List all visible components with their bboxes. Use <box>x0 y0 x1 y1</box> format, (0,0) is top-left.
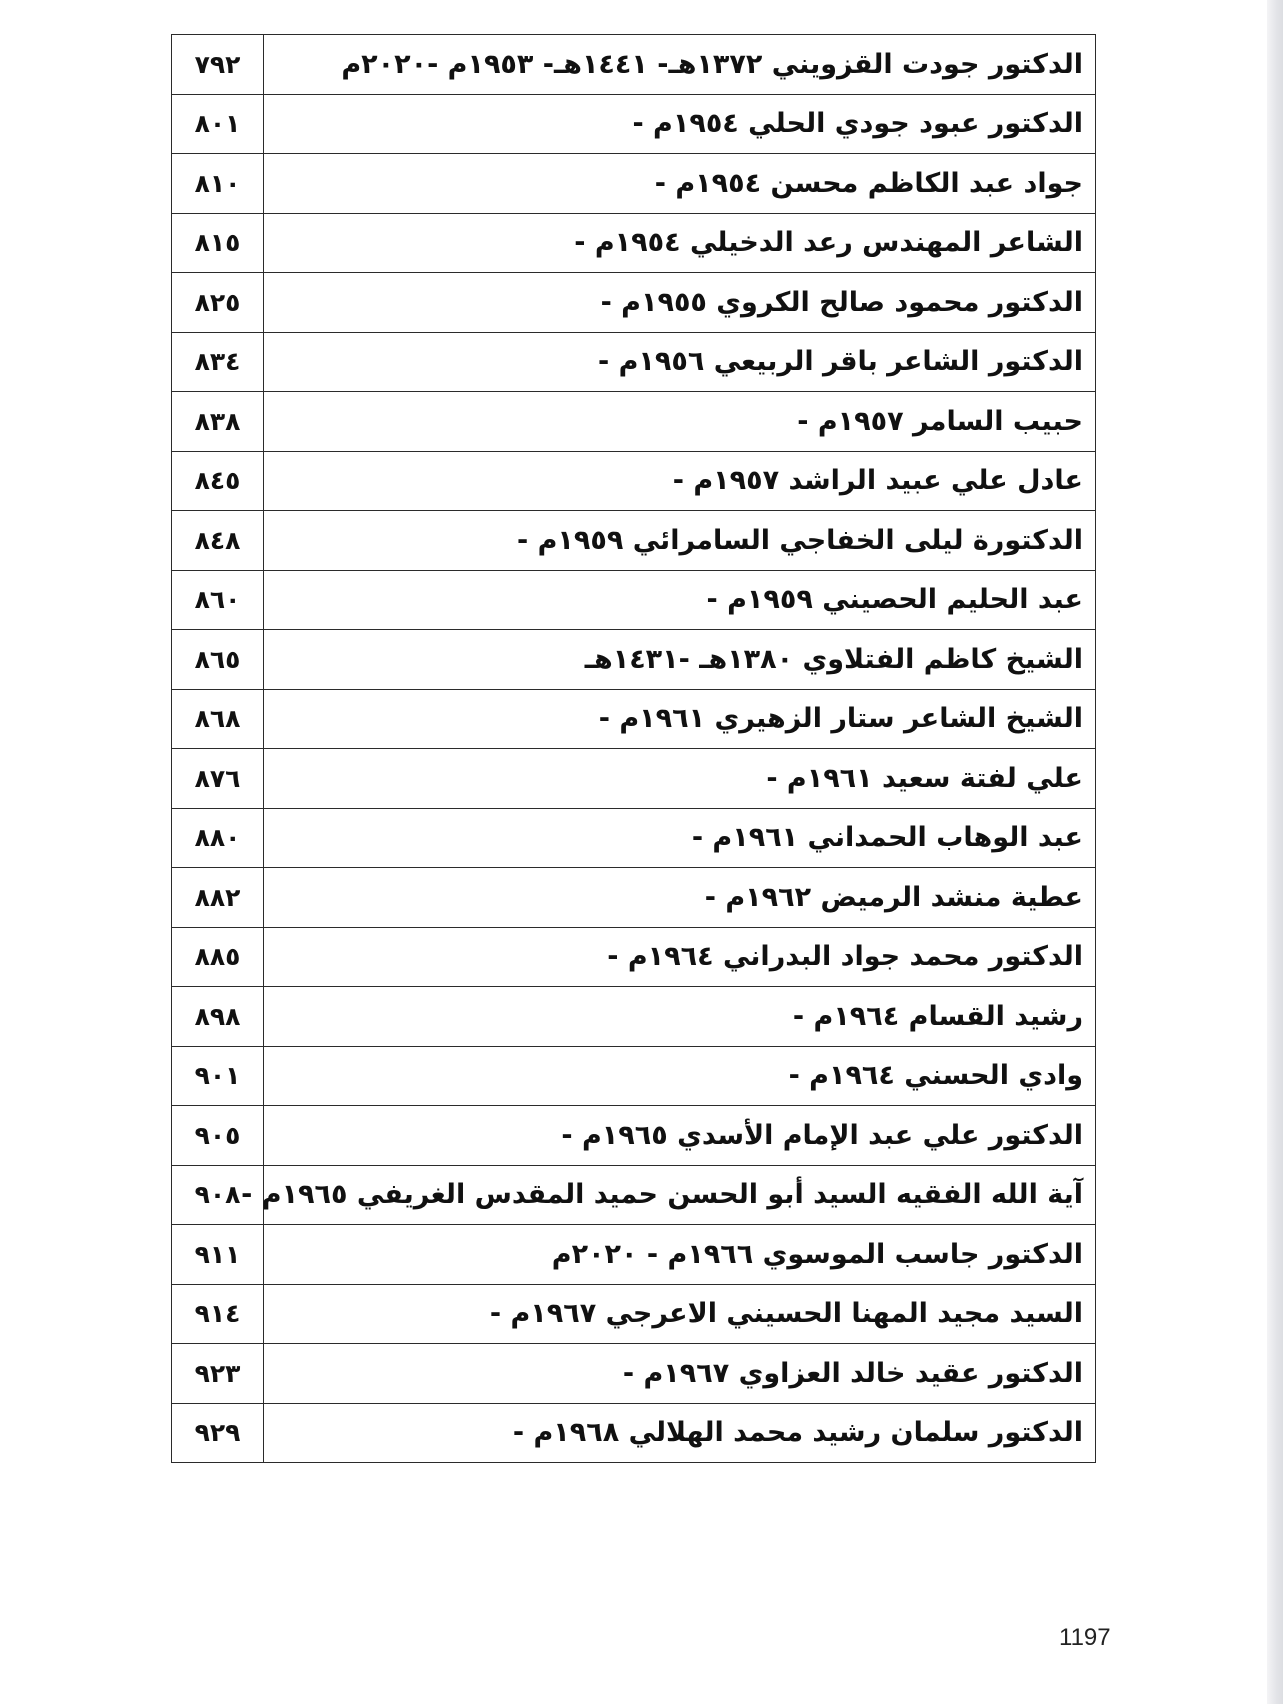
table-row <box>172 451 1096 511</box>
entry-name: الدكتور عبود جودي الحلي ١٩٥٤م - <box>264 94 1096 154</box>
table-row <box>172 1344 1096 1404</box>
entry-name: عطية منشد الرميض ١٩٦٢م - <box>264 868 1096 928</box>
entry-name: الشاعر المهندس رعد الدخيلي ١٩٥٤م - <box>264 213 1096 273</box>
entry-name: حبيب السامر ١٩٥٧م - <box>264 392 1096 452</box>
entry-page-number: ٨٨٥ <box>172 927 264 987</box>
table-row <box>172 630 1096 690</box>
entry-name: جواد عبد الكاظم محسن ١٩٥٤م - <box>264 154 1096 214</box>
table-row <box>172 1284 1096 1344</box>
table-row <box>172 808 1096 868</box>
entry-page-number: ٨٤٥ <box>172 451 264 511</box>
table-row <box>172 1403 1096 1463</box>
entry-page-number: ٨١٠ <box>172 154 264 214</box>
entry-page-number: ٨٢٥ <box>172 273 264 333</box>
table-row <box>172 511 1096 571</box>
entry-page-number: ٩٠٥ <box>172 1106 264 1166</box>
table-row <box>172 749 1096 809</box>
entry-name: الدكتور محمود صالح الكروي ١٩٥٥م - <box>264 273 1096 333</box>
page-number: 1197 <box>1059 1624 1111 1651</box>
entry-page-number: ٧٩٢ <box>172 35 264 95</box>
table-row <box>172 1106 1096 1166</box>
table-row <box>172 154 1096 214</box>
entry-name: رشيد القسام ١٩٦٤م - <box>264 987 1096 1047</box>
entry-page-number: ٩٠١ <box>172 1046 264 1106</box>
entry-name: الدكتور محمد جواد البدراني ١٩٦٤م - <box>264 927 1096 987</box>
entry-page-number: ٨٦٨ <box>172 689 264 749</box>
table-row <box>172 213 1096 273</box>
entry-page-number: ٩٢٣ <box>172 1344 264 1404</box>
entry-name: الشيخ كاظم الفتلاوي ١٣٨٠هـ -١٤٣١هـ <box>264 630 1096 690</box>
table-row <box>172 927 1096 987</box>
entry-page-number: ٨١٥ <box>172 213 264 273</box>
entry-page-number: ٨٧٦ <box>172 749 264 809</box>
entry-name: الشيخ الشاعر ستار الزهيري ١٩٦١م - <box>264 689 1096 749</box>
entry-name: الدكتور علي عبد الإمام الأسدي ١٩٦٥م - <box>264 1106 1096 1166</box>
table-row <box>172 1225 1096 1285</box>
page-edge-shadow <box>1267 0 1283 1704</box>
entry-page-number: ٨٣٤ <box>172 332 264 392</box>
entry-name: عادل علي عبيد الراشد ١٩٥٧م - <box>264 451 1096 511</box>
entry-page-number: ٨٦٥ <box>172 630 264 690</box>
table-row <box>172 35 1096 95</box>
entry-name: عبد الوهاب الحمداني ١٩٦١م - <box>264 808 1096 868</box>
entry-name: وادي الحسني ١٩٦٤م - <box>264 1046 1096 1106</box>
table-row <box>172 332 1096 392</box>
entry-page-number: ٩٢٩ <box>172 1403 264 1463</box>
entry-name: الدكتور الشاعر باقر الربيعي ١٩٥٦م - <box>264 332 1096 392</box>
table-row <box>172 570 1096 630</box>
table-row <box>172 392 1096 452</box>
entry-name: عبد الحليم الحصيني ١٩٥٩م - <box>264 570 1096 630</box>
entry-page-number: ٩١١ <box>172 1225 264 1285</box>
entry-name: السيد مجيد المهنا الحسيني الاعرجي ١٩٦٧م - <box>264 1284 1096 1344</box>
entry-page-number: ٨٨٠ <box>172 808 264 868</box>
table-row <box>172 94 1096 154</box>
entry-page-number: ٩٠٨ <box>172 1165 264 1225</box>
entry-page-number: ٨٣٨ <box>172 392 264 452</box>
entry-page-number: ٨٩٨ <box>172 987 264 1047</box>
table-row <box>172 1165 1096 1225</box>
table-row <box>172 689 1096 749</box>
entry-name: علي لفتة سعيد ١٩٦١م - <box>264 749 1096 809</box>
entry-page-number: ٨٠١ <box>172 94 264 154</box>
entry-name: آية الله الفقيه السيد أبو الحسن حميد المقدس الغريفي ١٩٦٥م - <box>264 1165 1096 1225</box>
index-table-body <box>172 35 1096 1463</box>
entry-page-number: ٨٦٠ <box>172 570 264 630</box>
entry-page-number: ٨٨٢ <box>172 868 264 928</box>
entry-name: الدكتور عقيد خالد العزاوي ١٩٦٧م - <box>264 1344 1096 1404</box>
table-row <box>172 273 1096 333</box>
entry-name: الدكتور جاسب الموسوي ١٩٦٦م - ٢٠٢٠م <box>264 1225 1096 1285</box>
entry-name: الدكتورة ليلى الخفاجي السامرائي ١٩٥٩م - <box>264 511 1096 571</box>
table-row <box>172 868 1096 928</box>
entry-name: الدكتور سلمان رشيد محمد الهلالي ١٩٦٨م - <box>264 1403 1096 1463</box>
table-row <box>172 1046 1096 1106</box>
entry-page-number: ٩١٤ <box>172 1284 264 1344</box>
table-row <box>172 987 1096 1047</box>
index-table <box>171 34 1096 1463</box>
entry-page-number: ٨٤٨ <box>172 511 264 571</box>
entry-name: الدكتور جودت القزويني ١٣٧٢هـ- ١٤٤١هـ- ١٩٥٣م -٢٠٢٠م <box>264 35 1096 95</box>
